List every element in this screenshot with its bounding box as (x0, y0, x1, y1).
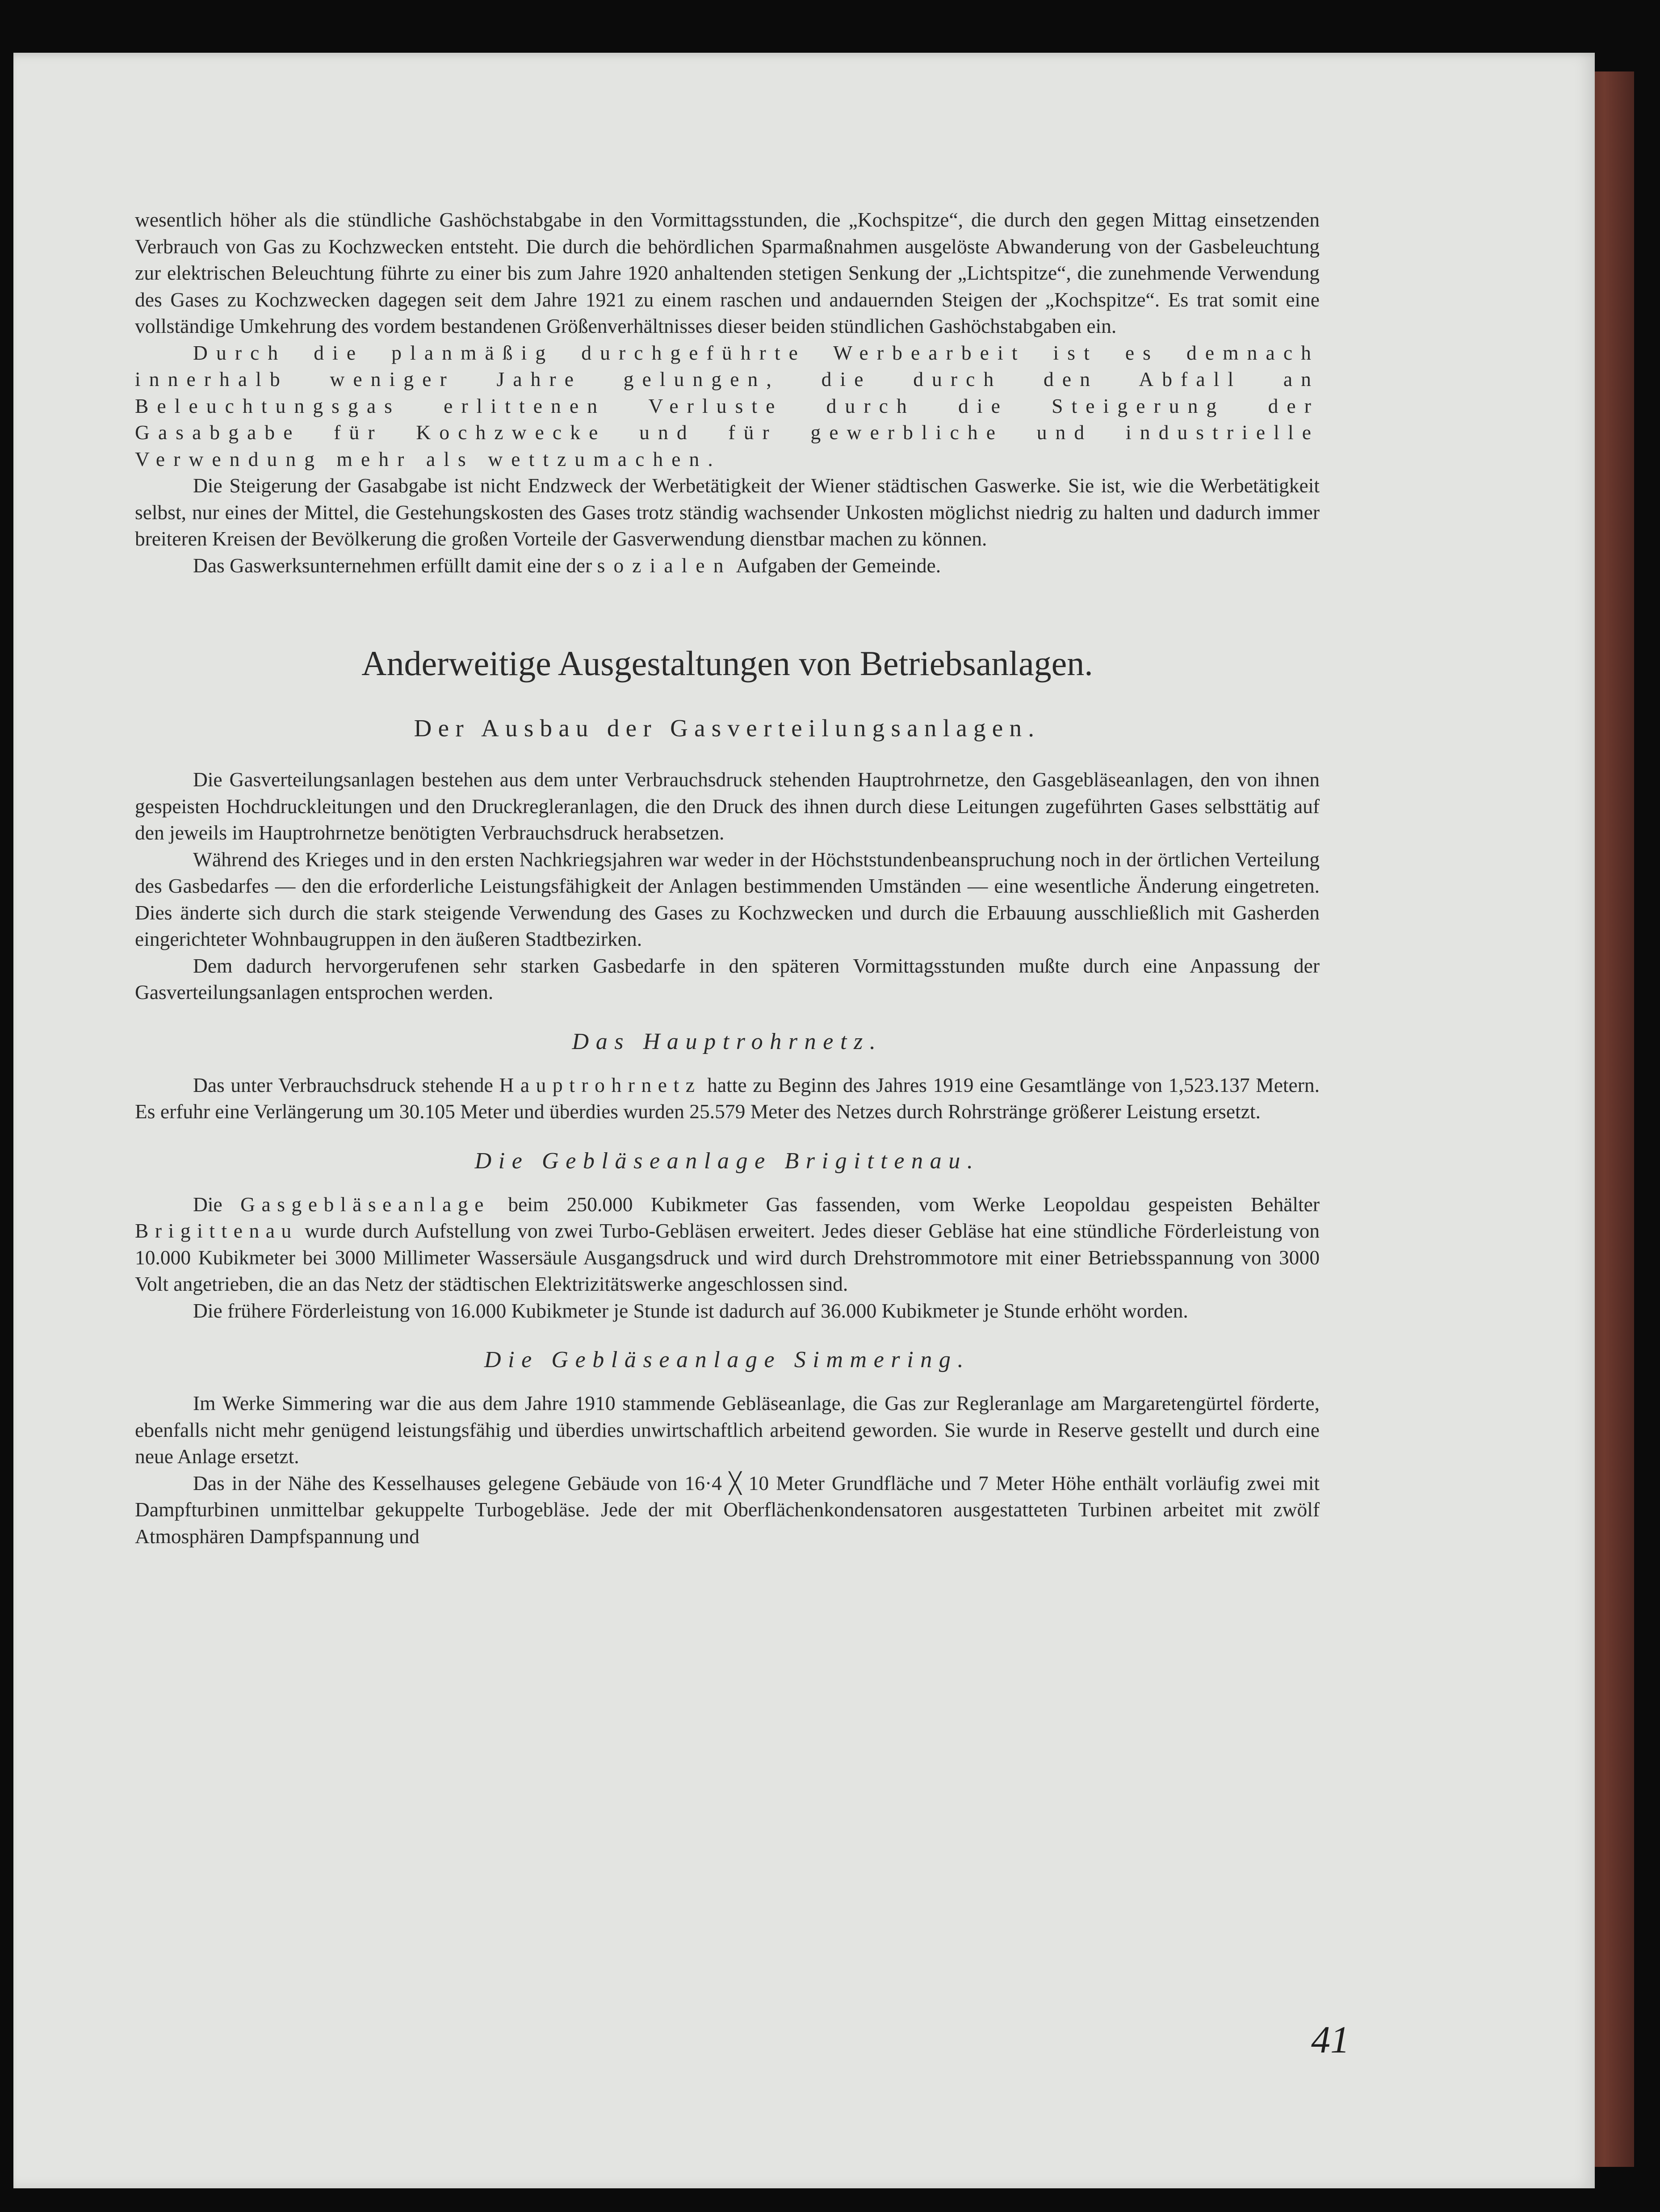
brig-text-c: beim 250.000 Kubikmeter Gas fassenden, vom Werke Leopoldau gespeisten Behälter (508, 1192, 1320, 1216)
brig-text-a: Die (193, 1192, 222, 1216)
section-paragraph-2: Während des Krieges und in den ersten Nachkriegsjahren war weder in der Höchststundenbeanspruchung noch in der örtlichen Verteilung des Gasbedarfes — den die erforderliche Leistungsfähigkeit der Anlagen bestimmenden Umständen — eine wesentliche Änderung eingetreten. Dies änderte sich durch die stark steigende Verwendung des Gases zu Kochzwecken und durch die Erbauung ausschließlich mit Gasherden eingerichteter Wohnbaugruppen in den äußeren Stadtbezirken. (135, 848, 1320, 950)
intro-p4-text-a: Das Gaswerksunternehmen erfüllt damit eine der (193, 554, 592, 577)
hauptrohrnetz-paragraph (135, 1072, 1320, 1125)
page-content (135, 206, 1320, 1549)
section-paragraph-3: Dem dadurch hervorgerufenen sehr starken Gasbedarfe in den späteren Vormittagsstunden mußte durch eine Anpassung der Gasverteilungsanlagen entsprochen werden. (135, 954, 1320, 1003)
heading-simmering: Die Gebläseanlage Simmering. (484, 1347, 971, 1373)
haupt-text-c: hatte zu Beginn des Jahres 1919 eine Gesamtlänge von 1,523.137 Metern. Es erfuhr eine Verlängerung um 30.105 Meter und überdies wurden 25.579 Meter des Netzes durch Rohrstränge größerer Leistung ersetzt. (135, 1073, 1320, 1123)
simmering-paragraph-1: Im Werke Simmering war die aus dem Jahre 1910 stammende Gebläseanlage, die Gas zur Regleranlage am Margaretengürtel förderte, ebenfalls nicht mehr genügend leistungsfähig und überdies unwirtschaftlich arbeitend geworden. Sie wurde in Reserve gestellt und durch eine neue Anlage ersetzt. (135, 1392, 1320, 1468)
simmering-paragraph-2: Das in der Nähe des Kesselhauses gelegene Gebäude von 16·4 ╳ 10 Meter Grundfläche und 7 Meter Höhe enthält vorläufig zwei mit Dampfturbinen unmittelbar gekuppelte Turbogebläse. Jede der mit Oberflächenkondensatoren ausgestatteten Turbinen arbeitet mit zwölf Atmosphären Dampfspannung und (135, 1471, 1320, 1548)
brig-text-e: wurde durch Aufstellung von zwei Turbo-Gebläsen erweitert. Jedes dieser Gebläse hat eine stündliche Förderleistung von 10.000 Kubikmeter bei 3000 Millimeter Wassersäule Ausgangsdruck und wird durch Drehstrommotore mit einer Betriebsspannung von 3000 Volt angetrieben, die an das Netz der städtischen Elektrizitätswerke angeschlossen sind. (135, 1219, 1320, 1295)
brig-emphasis-2: Brigittenau (135, 1219, 298, 1242)
heading-hauptrohrnetz: Das Hauptrohrnetz. (572, 1028, 883, 1054)
page-number: 41 (1311, 2018, 1350, 2061)
intro-p4-emphasis: sozialen (597, 554, 732, 577)
intro-paragraph-3: Die Steigerung der Gasabgabe ist nicht Endzweck der Werbetätigkeit der Wiener städtischen Gaswerke. Sie ist, wie die Werbetätigkeit selbst, nur eines der Mittel, die Gestehungskosten des Gases trotz ständig wachsender Unkosten möglichst niedrig zu halten und dadurch immer breiteren Kreisen der Bevölkerung die großen Vorteile der Gasverwendung dienstbar machen zu können. (135, 474, 1320, 550)
section-paragraph-1: Die Gasverteilungsanlagen bestehen aus dem unter Verbrauchsdruck stehenden Hauptrohrnetze, den Gasgebläseanlagen, den von ihnen gespeisten Hochdruckleitungen und den Druckregleranlagen, die den Druck des ihnen durch diese Leitungen zugeführten Gases selbsttätig auf den jeweils im Hauptrohrnetze benötigten Verbrauchsdruck herabsetzen. (135, 768, 1320, 844)
intro-paragraph-2-spaced: Durch die planmäßig durchgeführte Werbearbeit ist es demnach innerhalb weniger Jahre gelungen, die durch den Abfall an Beleuchtungsgas erlittenen Verluste durch die Steigerung der Gasabgabe für Kochzwecke und für gewerbliche und industrielle Verwendung mehr als wettzumachen. (135, 341, 1320, 470)
brigittenau-paragraph-1 (135, 1191, 1320, 1297)
section-title: Anderweitige Ausgestaltungen von Betriebsanlagen. (361, 644, 1093, 683)
haupt-emphasis: Hauptrohrnetz (499, 1073, 701, 1096)
brigittenau-paragraph-2: Die frühere Förderleistung von 16.000 Kubikmeter je Stunde ist dadurch auf 36.000 Kubikmeter je Stunde erhöht worden. (193, 1299, 1188, 1322)
section-subtitle: Der Ausbau der Gasverteilungsanlagen. (414, 714, 1041, 742)
haupt-text-a: Das unter Verbrauchsdruck stehende (193, 1073, 493, 1096)
intro-paragraph-4 (135, 552, 1320, 579)
heading-brigittenau: Die Gebläseanlage Brigittenau. (474, 1148, 980, 1174)
intro-p4-text-c: Aufgaben der Gemeinde. (736, 554, 941, 577)
brig-emphasis-1: Gasgebläseanlage (240, 1192, 490, 1216)
intro-paragraph-1: wesentlich höher als die stündliche Gashöchstabgabe in den Vormittagsstunden, die „Kochspitze“, die durch den gegen Mittag einsetzenden Verbrauch von Gas zu Kochzwecken entsteht. Die durch die behördlichen Sparmaßnahmen ausgelöste Abwanderung von der Gasbeleuchtung zur elektrischen Beleuchtung führte zu einer bis zum Jahre 1920 anhaltenden stetigen Senkung der „Lichtspitze“, die zunehmende Verwendung des Gases zu Kochzwecken dagegen seit dem Jahre 1921 zu einem raschen und andauernden Steigen der „Kochspitze“. Es trat somit eine vollständige Umkehrung des vordem bestandenen Größenverhältnisses dieser beiden stündlichen Gashöchstabgaben ein. (135, 208, 1320, 337)
